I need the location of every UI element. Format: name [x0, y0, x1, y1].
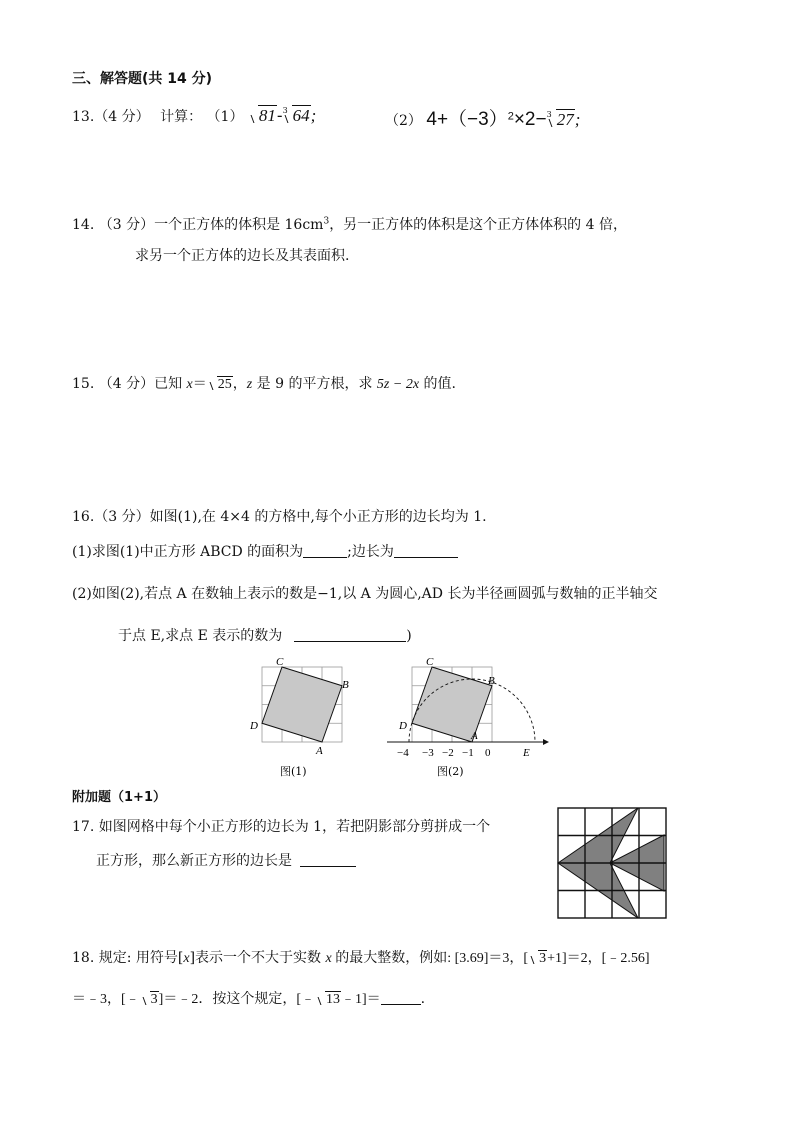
- tick-minus3: −3: [422, 747, 434, 759]
- q18-text-d: +1]＝2，[﹣2.56]: [547, 951, 650, 966]
- question-17-line2: [96, 850, 356, 870]
- answer-blank-side[interactable]: [394, 543, 458, 558]
- label-d: D: [250, 720, 258, 732]
- figure-2: [385, 655, 550, 780]
- square-abcd: [262, 667, 342, 742]
- q14-superscript: 3: [323, 216, 330, 227]
- figure-1: [250, 655, 350, 780]
- label-a: A: [316, 745, 323, 757]
- q18-text-c: 的最大整数，例如: [3.69]＝3，[: [331, 951, 529, 966]
- q18-text-g: ﹣1]＝: [341, 992, 381, 1007]
- q16-part2-text: 于点 E,求点 E 表示的数为: [118, 628, 283, 644]
- question-14-line2: 求另一个正方体的边长及其表面积.: [135, 248, 350, 264]
- exponent: 2: [507, 110, 514, 123]
- q15-var-x: x: [186, 377, 193, 392]
- question-15: [72, 373, 456, 393]
- q16-part1-mid: ;边长为: [347, 544, 394, 560]
- sqrt-81: 81: [248, 106, 277, 126]
- square-abcd-2: [412, 667, 492, 742]
- q15-expression: 5z − 2x: [376, 377, 420, 392]
- question-17-line1: 17. 如图网格中每个小正方形的边长为 1，若把阴影部分剪拼成一个: [72, 819, 491, 835]
- q16-paren: ): [406, 628, 412, 644]
- q13-part2-label: （2）: [385, 113, 422, 129]
- q14-text-a: 14. （3 分）一个正方体的体积是 16cm: [72, 217, 324, 233]
- q15-comma: ，: [232, 376, 247, 392]
- minus-sign: -: [276, 106, 283, 125]
- q13-part2-mid: ×2−: [513, 109, 547, 130]
- answer-blank-area[interactable]: [303, 543, 347, 558]
- question-16-line4: [118, 625, 412, 645]
- label-c: C: [276, 656, 284, 668]
- cbrt-27: 27: [546, 110, 575, 130]
- q13-number: 13.（4 分）: [72, 109, 150, 125]
- q14-text-b: ，另一正方体的体积是这个正方体体积的 4 倍，: [329, 217, 627, 233]
- q18-period: .: [420, 991, 426, 1007]
- q18-var-x2: x: [325, 951, 332, 966]
- label-a-2: A: [471, 730, 478, 742]
- q18-var-x: x: [183, 951, 190, 966]
- answer-blank-17[interactable]: [300, 852, 356, 867]
- extra-title: 附加题（1+1）: [72, 790, 166, 805]
- q16-part1-text: (1)求图(1)中正方形 ABCD 的面积为: [72, 544, 304, 560]
- answer-blank-18[interactable]: [381, 990, 421, 1005]
- section-title: 三、解答题(共 14 分): [72, 71, 213, 87]
- q18-text-a: 18. 规定: 用符号[: [72, 950, 184, 966]
- cube-root-index: 3: [282, 106, 288, 115]
- label-e: E: [523, 747, 530, 759]
- question-13-part2: [385, 104, 580, 131]
- q18-text-f: ]＝﹣2．按这个规定，[﹣: [158, 992, 315, 1007]
- label-b-2: B: [488, 675, 495, 687]
- question-14-line1: [72, 214, 627, 234]
- tick-minus1: −1: [462, 747, 474, 759]
- tick-minus4: −4: [397, 747, 409, 759]
- label-c-2: C: [426, 656, 434, 668]
- cbrt-64: 64: [282, 106, 311, 126]
- question-16-line1: 16.（3 分）如图(1),在 4×4 的方格中,每个小正方形的边长均为 1.: [72, 509, 487, 525]
- q18-text-e: ＝﹣3，[﹣: [72, 992, 140, 1007]
- q13-p1-end: ;: [310, 106, 317, 125]
- q17-text: 正方形，那么新正方形的边长是: [96, 853, 292, 869]
- label-b: B: [342, 679, 349, 691]
- figure-2-caption: 图(2): [437, 765, 464, 778]
- cube-root-index-2: 3: [546, 110, 552, 119]
- question-18-line1: [72, 947, 649, 967]
- q15-text-b: 是 9 的平方根，求: [252, 376, 377, 392]
- axis-arrow: [543, 739, 549, 745]
- label-d-2: D: [399, 720, 407, 732]
- question-16-line3: (2)如图(2),若点 A 在数轴上表示的数是−1,以 A 为圆心,AD 长为半径画圆弧与数轴的正半轴交: [72, 586, 658, 602]
- q18-text-b: ]表示一个不大于实数: [189, 950, 326, 966]
- q13-part1-label: （1）: [206, 109, 244, 125]
- sqrt-13: 13: [315, 992, 341, 1008]
- question-16-line2: [72, 541, 458, 561]
- figure-17: [556, 806, 668, 921]
- figure-1-caption: 图(1): [280, 765, 307, 778]
- sqrt-3: 3: [528, 951, 547, 967]
- q13-part2-expr: 4+（−3）: [426, 109, 508, 130]
- tick-minus2: −2: [442, 747, 454, 759]
- answer-blank-e[interactable]: [294, 627, 406, 642]
- question-13: [72, 106, 316, 126]
- sqrt-25: 25: [207, 377, 233, 393]
- q15-var-z: z: [246, 377, 253, 392]
- q15-text-a: 15. （4 分）已知: [72, 376, 187, 392]
- question-18-line2: [72, 988, 425, 1008]
- q13-p2-end: ;: [574, 110, 581, 129]
- q13-prompt: 计算：: [160, 109, 203, 125]
- q15-equals: ＝: [192, 376, 207, 392]
- sqrt-3-b: 3: [140, 992, 159, 1008]
- tick-0: 0: [485, 747, 491, 759]
- q15-text-c: 的值.: [419, 376, 456, 392]
